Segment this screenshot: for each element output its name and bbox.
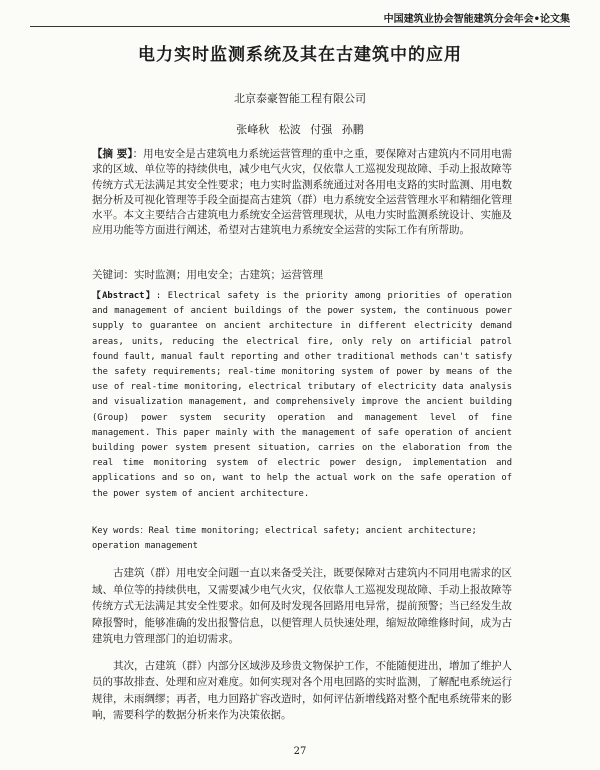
affiliation: 北京泰豪智能工程有限公司 — [234, 92, 366, 105]
abstract-english — [92, 289, 512, 502]
keywords-cn-label: 关键词： — [92, 269, 134, 281]
body-paragraph: 其次，古建筑（群）内部分区域涉及珍贵文物保护工作，不能随便进出，增加了维护人员的事故排查、处理和应对难度。如何实现对各个用电回路的实时监测，了解配电系统运行规律，未雨绸缪；再者，电力回路扩容改造时，如何评估新增线路对整个配电系统带来的影响，需要科学的数据分析来作为决策依据。 — [92, 659, 512, 721]
paper-title: 电力实时监测系统及其在古建筑中的应用 — [138, 45, 462, 65]
body-text — [92, 565, 512, 734]
page-number: 27 — [293, 746, 307, 757]
abstract-cn-label: 【摘 要】 — [92, 148, 133, 160]
authors: 张峰秋 松波 付强 孙鹏 — [236, 123, 364, 136]
keywords-cn-text: 实时监测；用电安全；古建筑；运营管理 — [134, 269, 323, 281]
keywords-chinese — [92, 267, 512, 282]
keywords-en-text: Real time monitoring; electrical safety; ancient architecture; operation management — [92, 526, 477, 551]
abstract-chinese — [92, 147, 512, 239]
abstract-en-text: : Electrical safety is the priority among priorities of operation and management of ancient buildings of the power system, the continuous power supply to guarantee on ancient architecture in different electricity demand areas, units, reducing the electrical fire, only rely on artificial patrol found fault, manual fault reporting and other traditional methods can't satisfy the safety requirements; real-time monitoring system of power by means of the use of real-time monitoring, electrical tributary of electricity data analysis and visualization management, and comprehensively improve the ancient building (Group) power system security operation and management level of fine management. This paper mainly with the management of safe operation of ancient building power system present situation, carries on the elaboration from the real time monitoring system of electric power design, implementation and applications and so on, want to help the actual work on the safe operation of the power system of ancient architecture. — [92, 291, 512, 499]
body-paragraph: 古建筑（群）用电安全问题一直以来备受关注，既要保障对古建筑内不同用电需求的区域、单位等的持续供电，又需要减少电气火灾，仅依靠人工巡视发现故障、手动上报故障等传统方式无法满足其安全性要求。如何及时发现各回路用电异常，提前预警；当已经发生故障报警时，能够准确的发出报警信息，以便管理人员快速处理，缩短故障维修时间，成为古建筑电力管理部门的迫切需求。 — [92, 567, 512, 645]
keywords-en-label: Key words： — [92, 526, 149, 536]
header-rule — [30, 26, 570, 27]
running-head: 中国建筑业协会智能建筑分会年会•论文集 — [383, 14, 570, 25]
abstract-cn-text: ：用电安全是古建筑电力系统运营管理的重中之重，要保障对古建筑内不同用电需求的区域、单位等的持续供电，减少电气火灾，仅依靠人工巡视发现故障、手动上报故障等传统方式无法满足其安全性要求；电力实时监测系统通过对各用电支路的实时监测、用电数据分析及可视化管理等手段全面提高古建筑（群）电力系统安全运营管理水平和精细化管理水平。本文主要结合古建筑电力系统安全运营管理现状，从电力实时监测系统设计、实施及应用功能等方面进行阐述，希望对古建筑电力系统安全运营的实际工作有所帮助。 — [92, 148, 513, 237]
keywords-english — [92, 524, 512, 554]
abstract-en-label: 【Abstract】 — [92, 291, 156, 301]
